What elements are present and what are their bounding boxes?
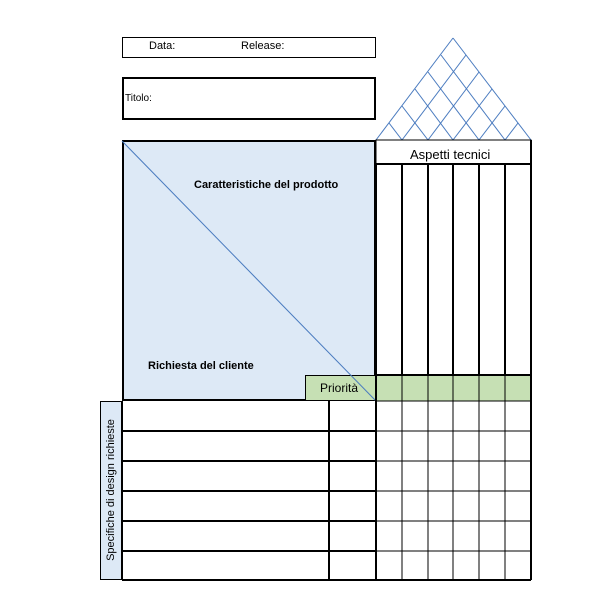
date-label: Data: <box>149 40 176 52</box>
customer-request-label: Richiesta del cliente <box>148 360 254 372</box>
relationship-grid <box>376 401 531 580</box>
priority-dividers <box>376 375 531 401</box>
product-features-label: Caratteristiche del prodotto <box>194 179 339 191</box>
priority-label: Priorità <box>320 381 359 395</box>
title-label: Titolo: <box>125 93 152 104</box>
technical-aspects-label: Aspetti tecnici <box>410 147 491 162</box>
design-specs-label: Specifiche di design richieste <box>105 419 117 561</box>
release-label: Release: <box>241 40 285 52</box>
